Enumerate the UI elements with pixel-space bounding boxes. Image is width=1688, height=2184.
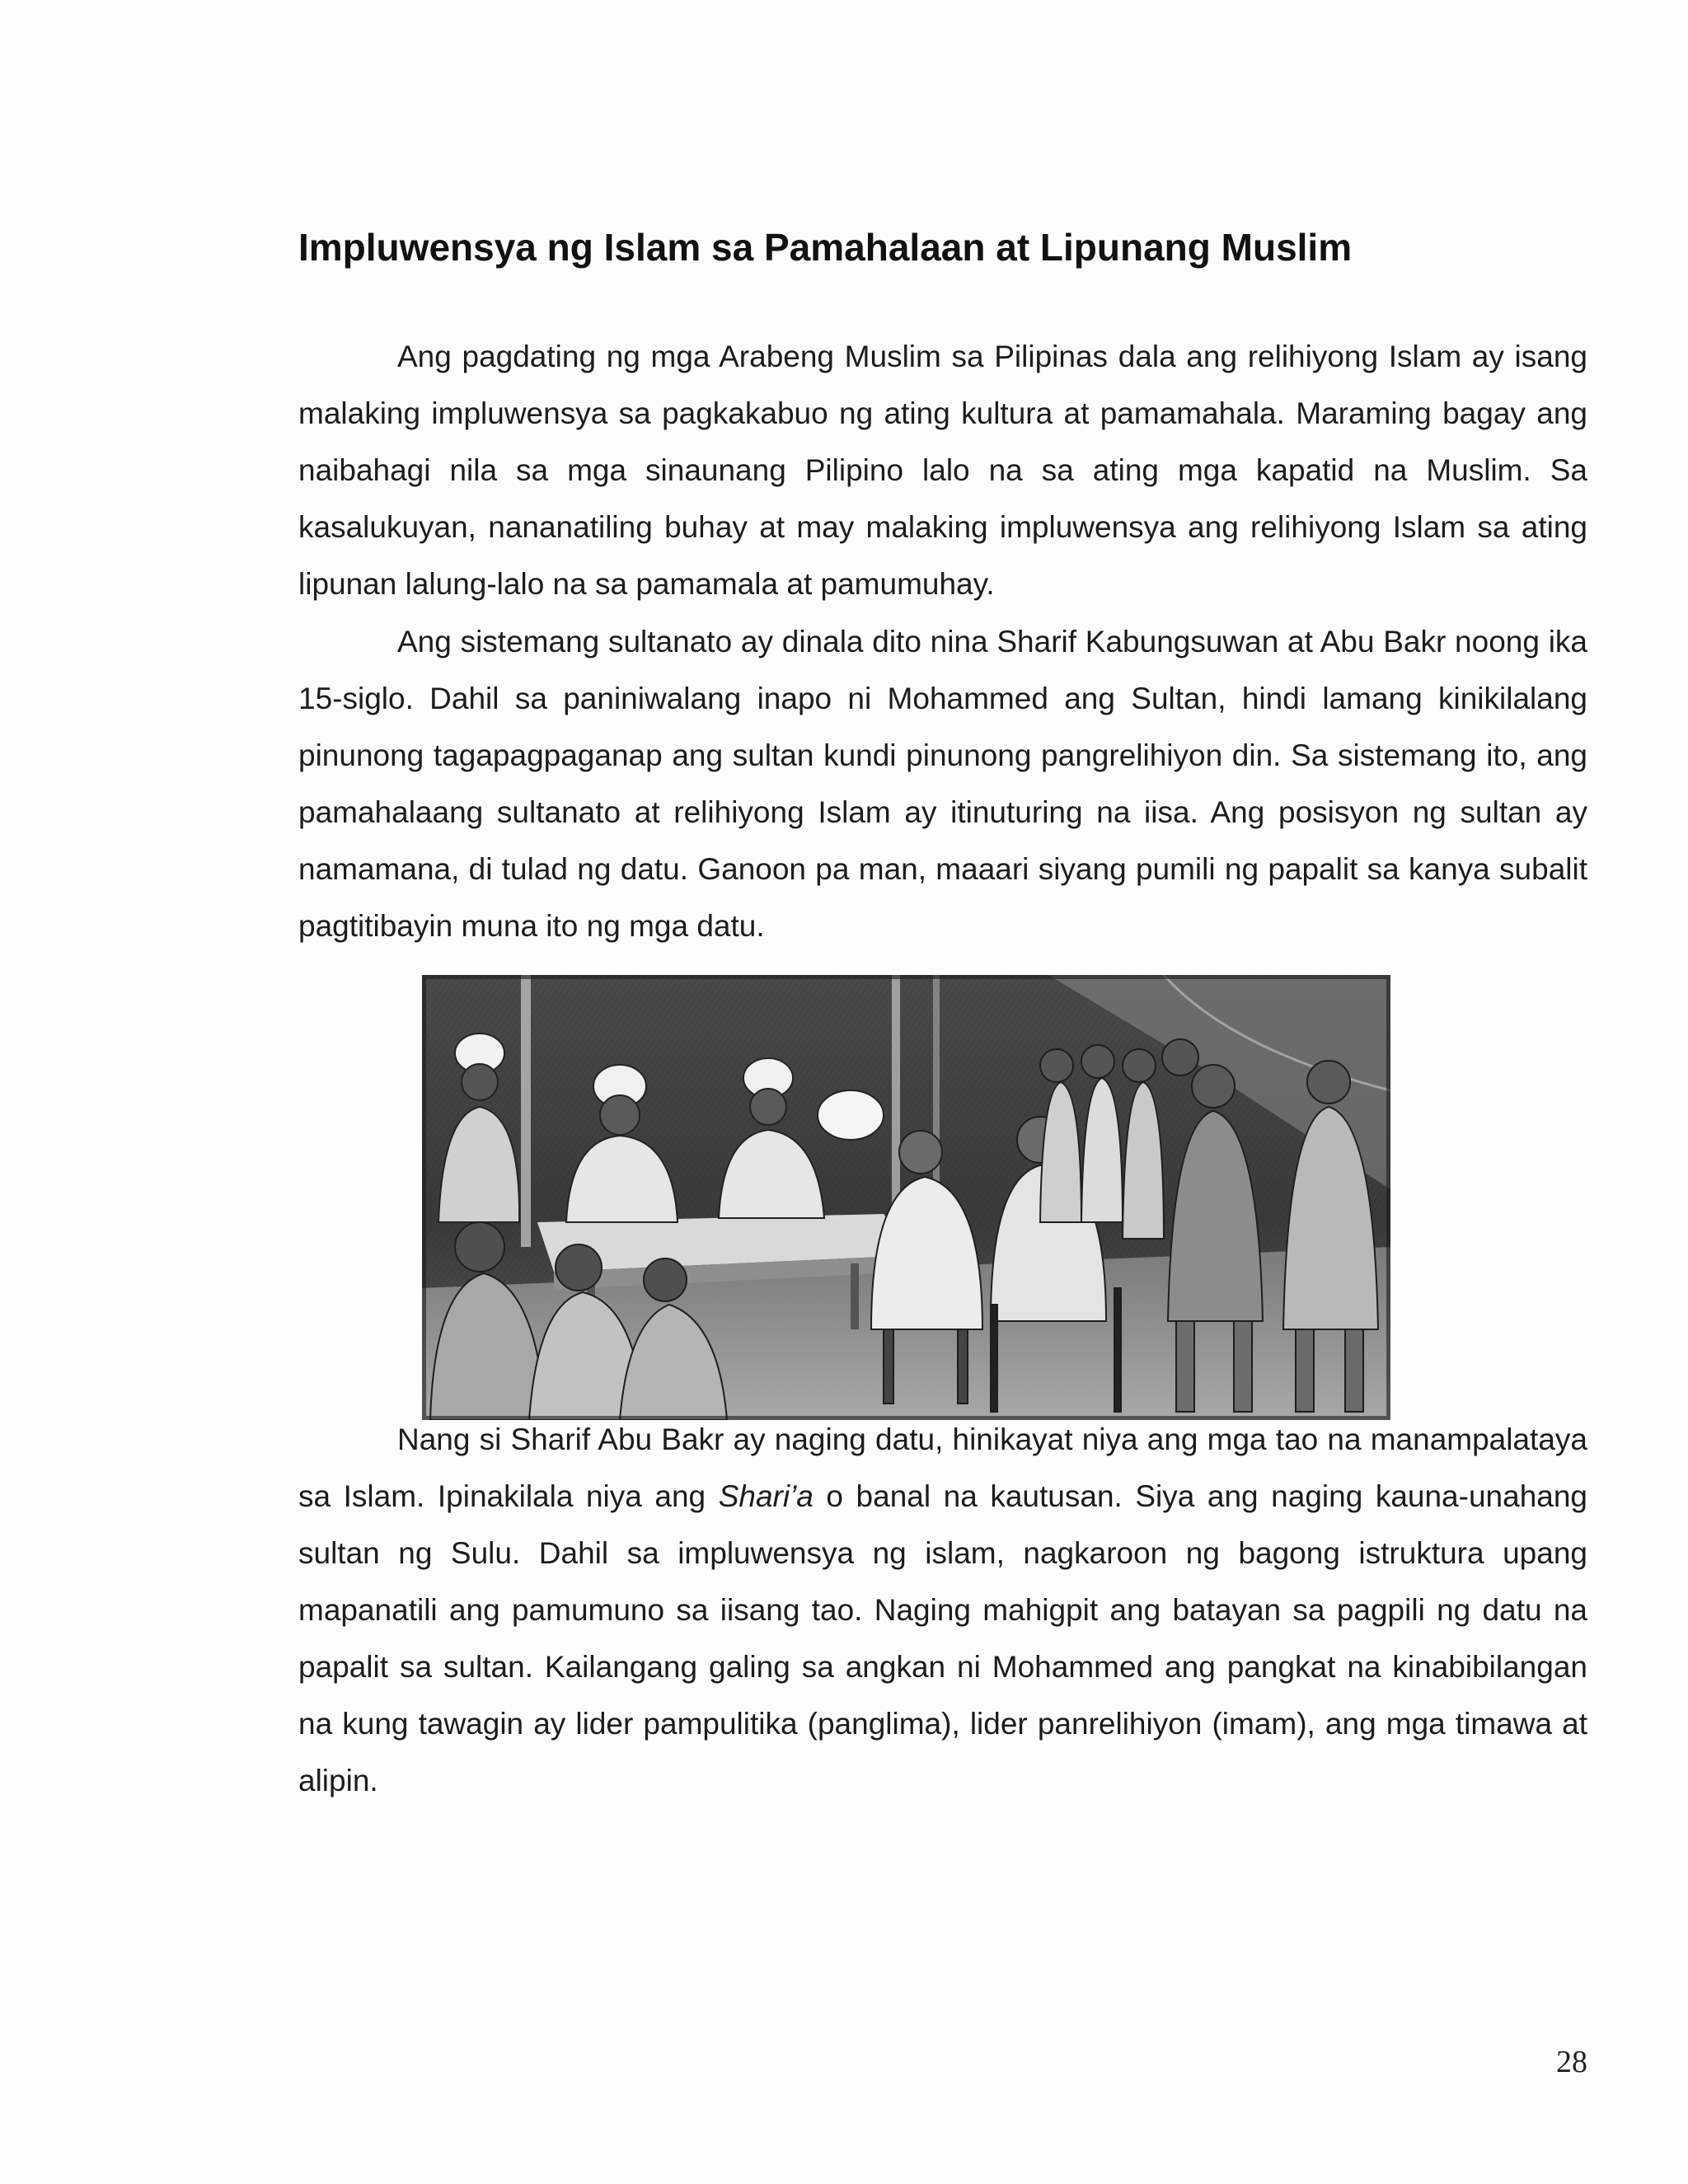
paragraph-1: Ang pagdating ng mga Arabeng Muslim sa Pilipinas dala ang relihiyong Islam ay isang malaking impluwensya sa pagkakabuo ng ating kultura at pamamahala. Maraming bagay ang naibahagi nila sa mga sinaunang Pilipino lalo na sa ating mga kapatid na Muslim. Sa kasalukuyan, nananatiling buhay at may malaking impluwensya ang relihiyong Islam sa ating lipunan lalung-lalo na sa pamamala at pamumuhay.	[298, 340, 1587, 601]
sharia-term: Shari’a	[718, 1479, 814, 1513]
historical-illustration	[422, 975, 1390, 1420]
paragraph-2: Ang sistemang sultanato ay dinala dito nina Sharif Kabungsuwan at Abu Bakr noong ika 15-siglo. Dahil sa paniniwalang inapo ni Mohammed ang Sultan, hindi lamang kinikilalang pinunong tagapagpaganap ang sultan kundi pinunong pangrelihiyon din. Sa sistemang ito, ang pamahalaang sultanato at relihiyong Islam ay itinuturing na iisa. Ang posisyon ng sultan ay namamana, di tulad ng datu. Ganoon pa man, maaari siyang pumili ng papalit sa kanya subalit pagtitibayin muna ito ng mga datu.	[298, 625, 1587, 943]
section-heading: Impluwensya ng Islam sa Pamahalaan at Lipunang Muslim	[298, 226, 1353, 269]
paragraph-3	[298, 1411, 1587, 1809]
page-number: 28	[1556, 2045, 1587, 2079]
paragraph-3-after: o banal na kautusan. Siya ang naging kauna-unahang sultan ng Sulu. Dahil sa impluwensya ng islam, nagkaroon ng bagong istruktura upang mapanatili ang pamumuno sa iisang tao. Naging mahigpit ang batayan sa pagpili ng datu na papalit sa sultan. Kailangang galing sa angkan ni Mohammed ang pangkat na kinabibilangan na kung tawagin ay lider pampulitika (panglima), lider panrelihiyon (imam), ang mga timawa at alipin.	[298, 1479, 1588, 1797]
paragraph-3-before: Nang si Sharif Abu Bakr ay naging datu, hinikayat niya ang mga tao na manampalataya sa Islam. Ipinakilala niya ang	[298, 1422, 1587, 1513]
illustration-engraving	[422, 975, 1390, 1420]
